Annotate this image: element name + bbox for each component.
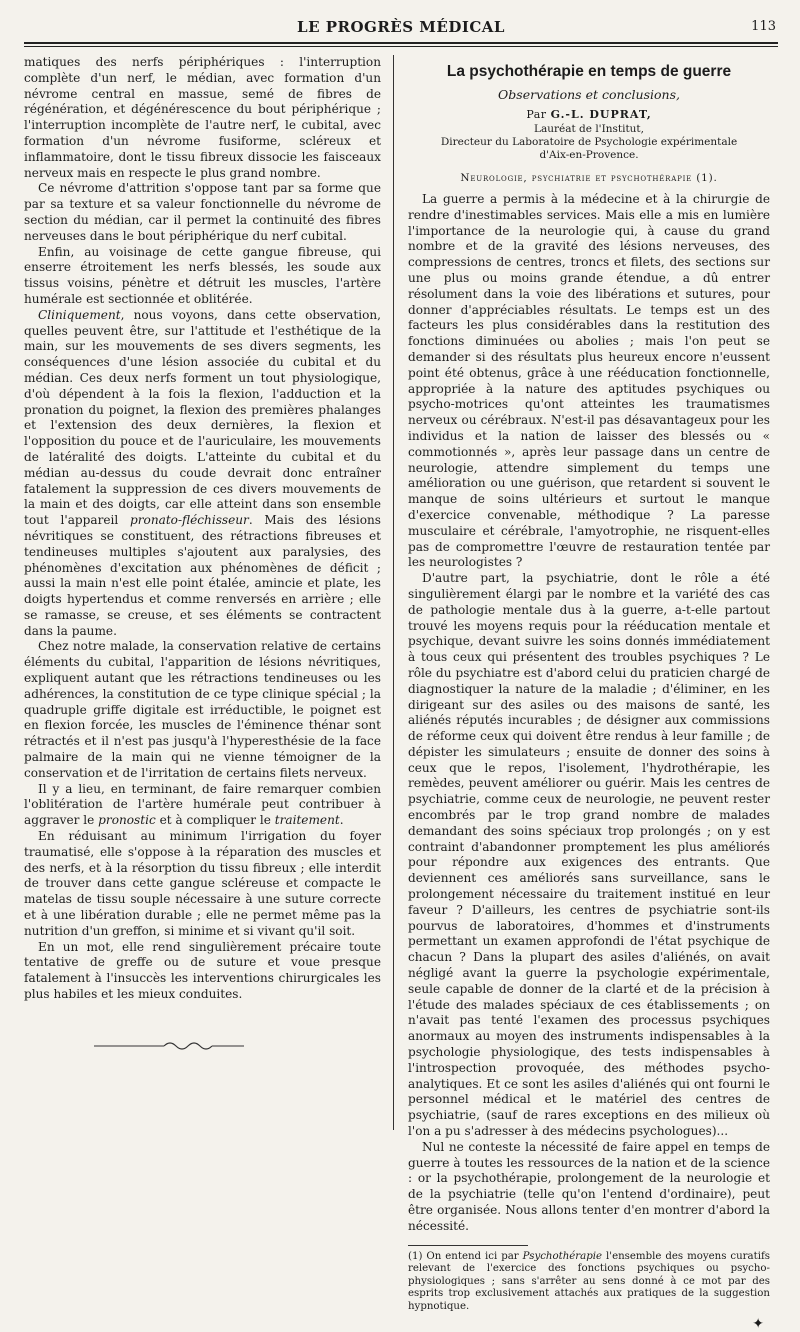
paragraph: Ce névrome d'attrition s'oppose tant par sa forme que par sa texture et sa valeur fonctionnelle du névrome de section du médian, car il permet la continuité des fibres nerveuses dans le bout périphérique du nerf cubital. [24,181,381,243]
author-affiliation: Directeur du Laboratoire de Psychologie expérimentale [440,136,738,148]
article-title: La psychothérapie en temps de guerre [446,63,732,80]
paragraph: Chez notre malade, la conservation relative de certains éléments du cubital, l'apparition de lésions névritiques, expliquent autant que les rétractions tendineuses ou les adhérences, la constitution de ce type clinique spécial ; la quadruple griffe digitale est irréductible, le poignet est en flexion forcée, les muscles de l'éminence thénar sont rétractés et il n'est pas jusqu'à l'hyperesthésie de la face palmaire de la main qui ne vienne témoigner de la conservation et de l'irritation de certains filets nerveux. [24,639,381,780]
end-mark-icon: ✦ [752,1315,764,1332]
author-name: G.-L. DUPRAT, [550,108,652,121]
paragraph [24,308,381,640]
paragraph: En réduisant au minimum l'irrigation du foyer traumatisé, elle s'oppose à la réparation des muscles et des nerfs, et à la résorption du tissu fibreux ; elle interdit de trouver dans cette gangue scléreuse et compacte le matelas de tissu souple nécessaire à une suture correcte et à une libération durable ; elle ne permet même pas la nutrition d'un greffon, si minime et si vivant qu'il soit. [24,829,381,938]
header-rule [24,42,778,44]
emphasis: pronato-fléchisseur [130,513,249,528]
text: . [339,813,344,828]
text: et à compliquer le [155,813,275,828]
page-header [24,14,778,38]
paragraph: Enfin, au voisinage de cette gangue fibreuse, qui enserre étroitement les nerfs blessés, les soude aux tissus voisins, pénètre et détruit les muscles, l'artère humérale est sectionnée et oblitérée. [24,244,381,306]
paragraph: En un mot, elle rend singulièrement précaire toute tentative de greffe ou de suture et voue presque fatalement à l'insuccès les interventions chirurgicales les plus habiles et les mieux conduites. [24,939,381,1002]
paragraph: La guerre a permis à la médecine et à la chirurgie de rendre d'inestimables services. Mais elle a mis en lumière l'importance de la neurologie qui, à cause du grand nombre et de la gravité des lésions nerveuses, des compressions de centres, troncs et filets, des sections sur une plus ou moins grande étendue, a dû entrer résolument dans la voie des libérations et sutures, pour donner d'appréciables résultats. Le temps est un des facteurs les plus considérables dans la restitution des fonctions diminuées ou abolies ; mais l'on peut se demander si des résultats plus heureux encore n'eussent point été obtenus, grâce à une rééducation fonctionnelle, appropriée à la nature des aptitudes psychiques ou psycho-motrices qu'ont atteintes les traumatismes nerveux ou cérébraux. N'est-il pas désavantageux pour les individus et la nation de laisser des blessés ou « commotionnés », après leur passage dans un centre de neurologie, attendre simplement du temps une amélioration ou une guérison, que retardent si souvent le manque de soins ultérieurs et surtout le manque d'exercice convenable, méthodique ? La paresse musculaire et cérébrale, l'amyotrophie, ne risquent-elles pas de compromettre l'œuvre de restauration tentée par les neurologistes ? [408,192,770,570]
text: (1) On entend ici par [408,1250,523,1262]
emphasis: Cliniquement [38,307,121,322]
paragraph [24,782,381,829]
text: . Mais des lésions névritiques se constituent, des rétractions fibreuses et tendineuses multiples s'ajoutent aux paralysies, des phénomènes d'excitation aux phénomènes de déficit ; aussi la main n'est elle point étalée, amincie et plate, les doigts hypertendus et comme renversés en arrière ; elle se ramasse, se creuse, et ses éléments se contractent dans la paume. [24,513,382,638]
column-divider [393,55,394,1130]
journal-title: LE PROGRÈS MÉDICAL [297,18,505,36]
paragraph: D'autre part, la psychiatrie, dont le rôle a été singulièrement élargi par le nombre et la variété des cas de pathologie mentale dus à la guerre, a-t-elle partout trouvé les moyens requis pour la rééducation mentale et psychique, devant suivre les soins donnés immédiatement à tous ceux qui présentent des troubles psychiques ? Le rôle du psychiatre est d'abord celui du praticien chargé de diagnostiquer la nature de la maladie ; d'éliminer, en les dirigeant sur des asiles ou des maisons de santé, les aliénés réputés incurables ; de désigner aux commissions de réforme ceux qui doivent être rendus à leur famille ; de dépister les simulateurs ; ensuite de donner des soins à ceux que le repos, l'isolement, l'hydrothérapie, les remèdes, peuvent améliorer ou guérir. Mais les centres de psychiatrie, comme ceux de neurologie, ne peuvent rester encombrés par le trop grand nombre de malades demandant des soins spéciaux trop prolongés ; on y est contraint d'abandonner promptement les plus améliorés pour répondre aux exigences des entrants. Que deviennent ces améliorés sans surveillance, sans le prolongement nécessaire du traitement institué en leur faveur ? D'ailleurs, les centres de psychiatrie sont-ils pourvus de laboratoires, d'hommes et d'instruments permettant un examen approfondi de l'état psychique de chacun ? Dans la plupart des asiles d'aliénés, on avait négligé avant la guerre la psychologie expérimentale, seule capable de donner de la clarté et de la précision à l'étude des malades spéciaux de ces établissements ; on n'avait pas tenté l'examen des processus psychiques anormaux au moyen des instruments indispensables à la psychologie physiologique, des tests indispensables à l'introspection provoquée, des méthodes psycho-analytiques. Et ce sont les asiles d'aliénés qui ont fourni le personnel médical et le matériel des centres de psychiatrie, (sauf de rares exceptions en des milieux où l'on a pu s'adresser à des médecins psychologues)... [408,571,770,1139]
text: l'ensemble des moyens curatifs relevant de l'exercice des fonctions psychiques ou psycho-physiologiques ; sans s'arrêter au sens donné à ce mot par des esprits trop exclusivement attachés aux pratiques de la suggestion hypnotique. [408,1250,770,1312]
header-rule-thin [24,46,778,47]
footnote [408,1251,770,1314]
text: , nous voyons, dans cette observation, quelles peuvent être, sur l'attitude et l'esthétique de la main, sur les mouvements de ses divers segments, les conséquences d'une lésion associée du cubital et du médian. Ces deux nerfs forment un tout physiologique, d'où dépendent à la fois la flexion, l'adduction et la pronation du poignet, la flexion des premières phalanges et l'extension des deux dernières, la flexion et l'opposition du pouce et de l'auriculaire, les mouvements de latéralité des doigts. L'atteinte du cubital et du médian au-dessus du coude devrait donc entraîner fatalement la suppression de ces divers mouvements de la main et des doigts, car elle atteint dans son ensemble tout l'appareil [24,307,381,528]
end-ornament [94,1039,294,1053]
right-column [400,55,770,1332]
author-affiliation: d'Aix-en-Provence. [539,149,639,161]
left-column [24,55,389,1332]
paragraph: Nul ne conteste la nécessité de faire appel en temps de guerre à toutes les ressources de la nation et de la science : or la psychothérapie, prolongement de la neurologie et de la psychiatrie (telle qu'on l'entend d'ordinaire), peut être organisée. Nous allons tenter d'en montrer d'abord la nécessité. [408,1139,770,1233]
footnote-rule [408,1245,528,1246]
author-prefix: Par [526,108,547,121]
paragraph: matiques des nerfs périphériques : l'interruption complète d'un nerf, le médian, avec formation d'un névrome central en massue, semé de fibres de régénération, et dégénérescence du bout périphérique ; l'interruption incomplète de l'autre nerf, le cubital, avec formation d'un névrome fusiforme, scléreux et inflammatoire, dont le tissu fibreux dissocie les faisceaux nerveux mais en respecte le plus grand nombre. [24,55,381,180]
section-heading: Neurologie, psychiatrie et psychothérapie (1). [460,172,718,184]
emphasis: traitement [274,813,340,828]
page-number: 113 [751,19,776,34]
two-column-body [24,55,778,1332]
article-subtitle: Observations et conclusions, [498,87,680,102]
emphasis: Psychothérapie [522,1250,603,1262]
emphasis: pronostic [98,813,156,828]
article-author [408,108,770,121]
text: Il y a lieu, en terminant, de faire remarquer combien l'oblitération de l'artère humérale peut contribuer à aggraver le [24,781,381,828]
author-affiliation: Lauréat de l'Institut, [534,123,644,135]
